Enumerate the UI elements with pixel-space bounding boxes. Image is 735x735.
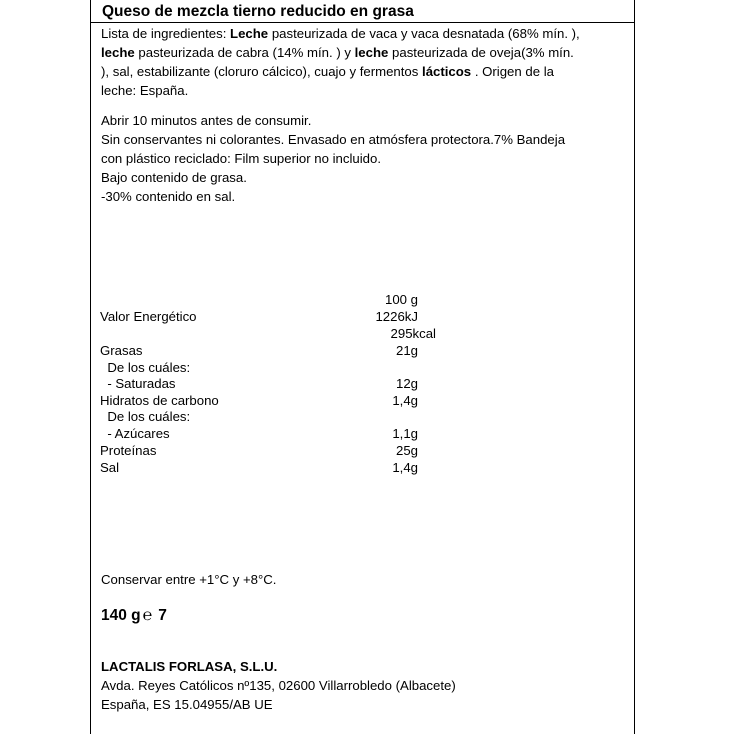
note-conservation: Sin conservantes ni colorantes. Envasado en atmósfera protectora.7% Bandeja	[101, 132, 566, 147]
product-title: Queso de mezcla tierno reducido en grasa	[102, 3, 414, 20]
nutrition-label: - Saturadas	[100, 376, 176, 391]
nutrition-label: De los cuáles:	[100, 360, 191, 375]
nutrition-label: De los cuáles:	[100, 409, 191, 424]
ingredient-text: . Origen de la	[471, 64, 554, 79]
ingredient-highlight: Leche	[230, 26, 269, 41]
storage-instructions	[101, 570, 629, 589]
nutrition-value: 1,4g	[392, 393, 418, 408]
nutrition-value: 1,4g	[392, 460, 418, 475]
nutrition-label: Proteínas	[100, 443, 157, 458]
ingredient-highlight: leche	[101, 45, 135, 60]
ingredient-highlight: leche	[354, 45, 389, 60]
company-registry: España, ES 15.04955/AB UE	[101, 697, 273, 712]
note-salt: -30% contenido en sal.	[101, 189, 236, 204]
company-address: Avda. Reyes Católicos nº135, 02600 Villarrobledo (Albacete)	[101, 678, 456, 693]
ingredient-text: ), sal, estabilizante (cloruro cálcico), cuajo y fermentos	[101, 64, 423, 79]
nutrition-label: Hidratos de carbono	[100, 393, 219, 408]
note-opening: Abrir 10 minutos antes de consumir.	[101, 113, 312, 128]
nutrition-label: - Azúcares	[100, 426, 170, 441]
estimated-sign-icon: ℮	[142, 607, 153, 624]
note-low-fat: Bajo contenido de grasa.	[101, 170, 247, 185]
nutrition-value: 295kcal	[390, 326, 436, 341]
nutrition-value: 1226kJ	[375, 309, 418, 324]
nutrition-per-header: 100 g	[384, 292, 418, 307]
ingredient-highlight: lácticos	[422, 64, 472, 79]
ingredient-text: pasteurizada de oveja(3% mín.	[388, 45, 574, 60]
ingredient-text: pasteurizada de cabra (14% mín. ) y	[134, 45, 355, 60]
net-weight-code: 7	[158, 607, 167, 624]
nutrition-value: 21g	[395, 343, 418, 358]
nutrition-label: Grasas	[100, 343, 143, 358]
nutrition-label: Valor Energético	[100, 309, 197, 324]
nutrition-value: 25g	[395, 443, 418, 458]
company-block	[101, 657, 629, 714]
company-name: LACTALIS FORLASA, S.L.U.	[101, 659, 278, 674]
net-weight-amount: 140 g	[101, 607, 141, 624]
nutrition-value: 12g	[395, 376, 418, 391]
ingredient-text: pasteurizada de vaca y vaca desnatada (68% mín. ),	[268, 26, 580, 41]
storage-text: Conservar entre +1°C y +8°C.	[101, 572, 277, 587]
ingredient-text: Lista de ingredientes:	[101, 26, 231, 41]
nutrition-value: 1,1g	[392, 426, 418, 441]
ingredient-text: leche: España.	[101, 83, 189, 98]
note-packaging: con plástico reciclado: Film superior no incluido.	[101, 151, 381, 166]
nutrition-label: Sal	[100, 460, 120, 475]
net-weight	[101, 607, 167, 625]
